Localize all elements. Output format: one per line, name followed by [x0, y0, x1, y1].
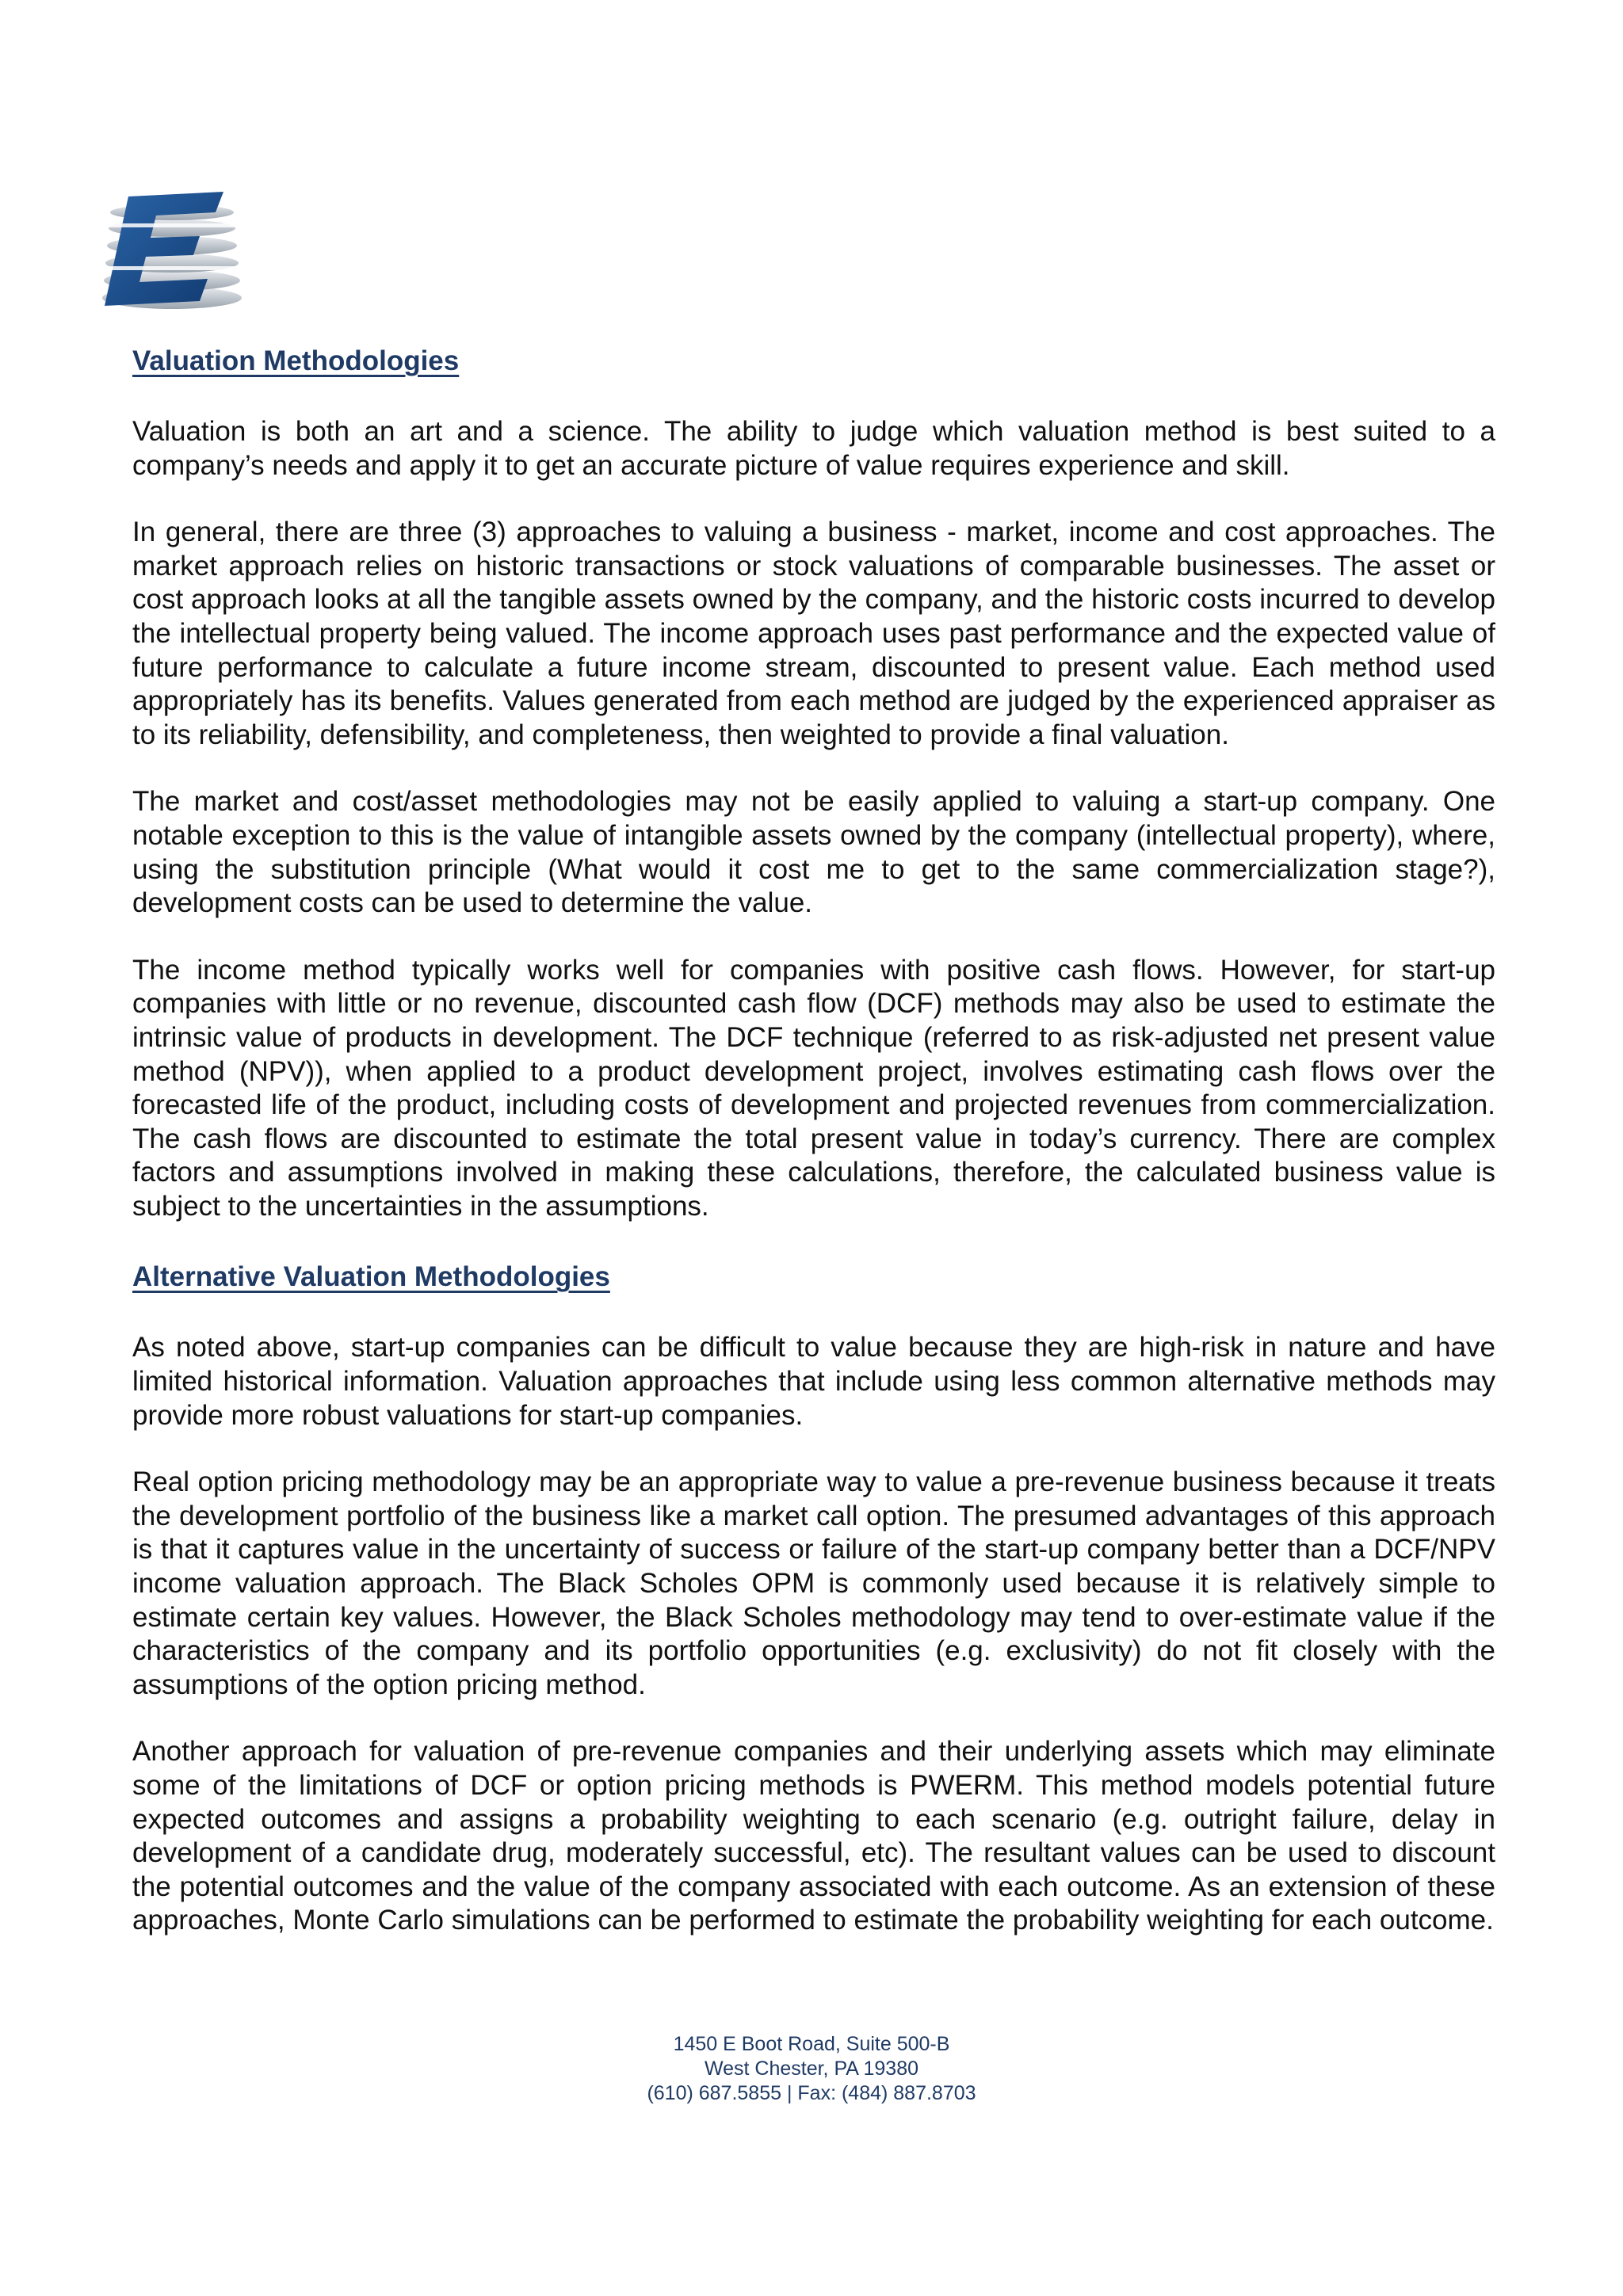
- company-e-logo-icon: [97, 189, 247, 315]
- page-footer: [0, 2032, 1623, 2106]
- paragraph: In general, there are three (3) approaches to valuing a business - market, income and cost approaches. The market approach relies on historic transactions or stock valuations of comparable businesses. The asset or cost approach looks at all the tangible assets owned by the company, and the historic costs incurred to develop the intellectual property being valued. The income approach uses past performance and the expected value of future performance to calculate a future income stream, discounted to present value. Each method used appropriately has its benefits. Values generated from each method are judged by the experienced appraiser as to its reliability, defensibility, and completeness, then weighted to provide a final valuation.: [132, 517, 1495, 750]
- paragraph: The income method typically works well for companies with positive cash flows. However, for start-up companies with little or no revenue, discounted cash flow (DCF) methods may also be used to estimate the intrinsic value of products in development. The DCF technique (referred to as risk-adjusted net present value method (NPV)), when applied to a product development project, involves estimating cash flows over the forecasted life of the product, including costs of development and projected revenues from commercialization. The cash flows are discounted to estimate the total present value in today’s currency. There are complex factors and assumptions involved in making these calculations, therefore, the calculated business value is subject to the uncertainties in the assumptions.: [132, 954, 1495, 1222]
- paragraph: The market and cost/asset methodologies may not be easily applied to valuing a start-up company. One notable exception to this is the value of intangible assets owned by the company (intellectual property), where, using the substitution principle (What would it cost me to get to the same commercialization stage?), development costs can be used to determine the value.: [132, 786, 1495, 919]
- footer-address-line1: 1450 E Boot Road, Suite 500-B: [673, 2033, 950, 2055]
- section-heading-valuation-methodologies: Valuation Methodologies: [132, 345, 460, 376]
- paragraph: Real option pricing methodology may be an appropriate way to value a pre-revenue business because it treats the development portfolio of the business like a market call option. The presumed advantages of this approach is that it captures value in the uncertainty of success or failure of the start-up company better than a DCF/NPV income valuation approach. The Black Scholes OPM is commonly used because it is relatively simple to estimate certain key values. However, the Black Scholes methodology may tend to over-estimate value if the characteristics of the company and its portfolio opportunities (e.g. exclusivity) do not fit closely with the assumptions of the option pricing method.: [132, 1466, 1495, 1700]
- paragraph: Another approach for valuation of pre-revenue companies and their underlying assets which may eliminate some of the limitations of DCF or option pricing methods is PWERM. This method models potential future expected outcomes and assigns a probability weighting to each scenario (e.g. outright failure, delay in development of a candidate drug, moderately successful, etc). The resultant values can be used to discount the potential outcomes and the value of the company associated with each outcome. As an extension of these approaches, Monte Carlo simulations can be performed to estimate the probability weighting for each outcome.: [132, 1736, 1495, 1936]
- paragraph: As noted above, start-up companies can be difficult to value because they are high-risk in nature and have limited historical information. Valuation approaches that include using less common alternative methods may provide more robust valuations for start-up companies.: [132, 1332, 1495, 1431]
- footer-address-line2: West Chester, PA 19380: [704, 2058, 919, 2080]
- document-body: [132, 341, 1495, 1971]
- footer-contact: (610) 687.5855 | Fax: (484) 887.8703: [647, 2082, 976, 2104]
- paragraph: Valuation is both an art and a science. The ability to judge which valuation method is best suited to a company’s needs and apply it to get an accurate picture of value requires experience and skill.: [132, 416, 1495, 481]
- section-heading-alternative-valuation-methodologies: Alternative Valuation Methodologies: [132, 1261, 610, 1293]
